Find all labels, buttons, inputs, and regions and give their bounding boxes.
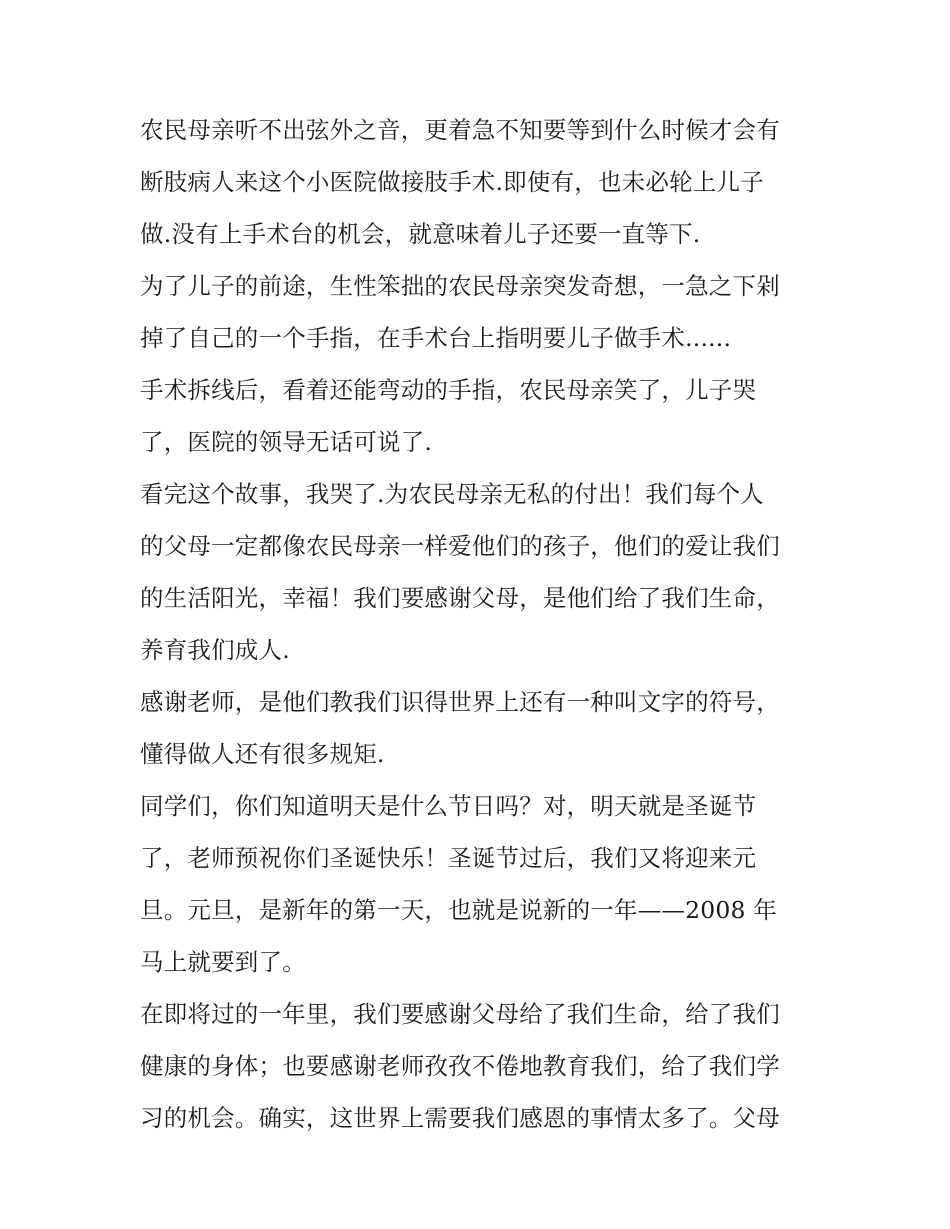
text-line: 手术拆线后，看着还能弯动的手指，农民母亲笑了，儿子哭	[140, 376, 757, 404]
text-line: 了，老师预祝你们圣诞快乐！圣诞节过后，我们又将迎来元	[140, 844, 757, 872]
text-line: 懂得做人还有很多规矩.	[140, 740, 385, 768]
text-line: 看完这个故事，我哭了.为农民母亲无私的付出！我们每个人	[140, 480, 764, 508]
text-line: 同学们，你们知道明天是什么节日吗？对，明天就是圣诞节	[140, 792, 757, 820]
text-line: 的父母一定都像农民母亲一样爱他们的孩子，他们的爱让我们	[140, 532, 780, 560]
text-line: 在即将过的一年里，我们要感谢父母给了我们生命，给了我们	[140, 1000, 780, 1028]
text-line: 农民母亲听不出弦外之音，更着急不知要等到什么时候才会有	[140, 116, 780, 144]
text-line: 断肢病人来这个小医院做接肢手术.即使有，也未必轮上儿子	[140, 168, 764, 196]
text-line: 马上就要到了。	[140, 948, 306, 976]
text-line: 掉了自己的一个手指，在手术台上指明要儿子做手术......	[140, 324, 732, 352]
text-line: 的生活阳光，幸福！我们要感谢父母，是他们给了我们生命，	[140, 584, 780, 612]
text-line: 做.没有上手术台的机会，就意味着儿子还要一直等下.	[140, 220, 701, 248]
text-line: 为了儿子的前途，生性笨拙的农民母亲突发奇想，一急之下剁	[140, 272, 780, 300]
text-line: 养育我们成人.	[140, 636, 290, 664]
body-text	[140, 104, 820, 1144]
text-line: 了，医院的领导无话可说了.	[140, 428, 433, 456]
text-line: 感谢老师，是他们教我们识得世界上还有一种叫文字的符号，	[140, 688, 780, 716]
text-line: 健康的身体；也要感谢老师孜孜不倦地教育我们，给了我们学	[140, 1052, 780, 1080]
text-line: 习的机会。确实，这世界上需要我们感恩的事情太多了。父母	[140, 1104, 780, 1132]
text-line: 旦。元旦，是新年的第一天，也就是说新的一年——2008 年	[140, 896, 778, 924]
